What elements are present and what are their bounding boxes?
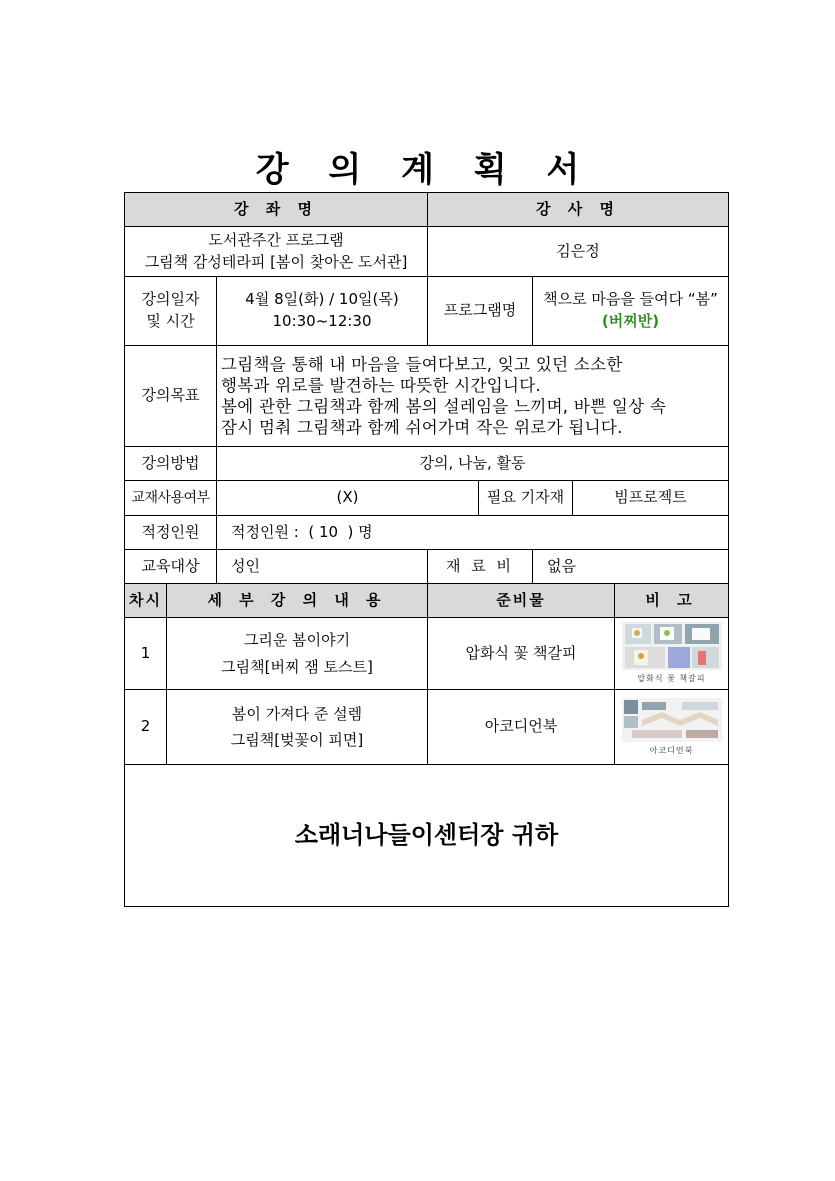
note-header: 비 고: [615, 584, 728, 618]
course-name-cell: [125, 227, 428, 277]
target-value: 성인: [217, 550, 428, 584]
session-1-line1: 그리운 봄이야기: [243, 631, 351, 650]
session-2-number: 2: [125, 690, 167, 765]
method-value: 강의, 나눔, 활동: [217, 447, 728, 481]
bookmark-photo: [622, 622, 722, 670]
schedule-time: 10:30~12:30: [272, 312, 372, 330]
program-name-value: [533, 277, 728, 346]
document-title: 강 의 계 획 서: [255, 150, 594, 190]
target-label: 교육대상: [125, 550, 217, 584]
session-1-prep: 압화식 꽃 책갈피: [428, 618, 615, 690]
lecture-plan-table: [124, 192, 729, 907]
schedule-label-line2: 및 시간: [146, 312, 195, 330]
textbook-label: 교재사용여부: [125, 481, 217, 516]
session-1-number: 1: [125, 618, 167, 690]
goal-line2: 행복과 위로를 발견하는 따뜻한 시간입니다.: [221, 375, 542, 395]
schedule-value: [217, 277, 428, 346]
equipment-value: 빔프로젝트: [573, 481, 728, 516]
instructor-header: 강 사 명: [428, 193, 728, 227]
session-2-prep: 아코디언북: [428, 690, 615, 765]
goal-line1: 그림책을 통해 내 마음을 들여다보고, 잊고 있던 소소한: [221, 354, 623, 374]
course-name-header: 강 좌 명: [125, 193, 428, 227]
schedule-label: [125, 277, 217, 346]
program-class: (버찌반): [601, 312, 660, 330]
method-label: 강의방법: [125, 447, 217, 481]
goal-line4: 잠시 멈춰 그림책과 함께 쉬어가며 작은 위로가 됩니다.: [221, 418, 623, 438]
schedule-date: 4월 8일(화) / 10일(목): [245, 290, 399, 309]
textbook-value: (X): [217, 481, 479, 516]
program-name: 책으로 마음을 들여다 “봄”: [543, 290, 718, 309]
goal-text: [217, 346, 728, 447]
session-2-content: [167, 690, 428, 765]
equipment-label: 필요 기자재: [479, 481, 573, 516]
session-2-line1: 봄이 가져다 준 설렘: [231, 704, 363, 723]
recipient-text: 소래너나들이센터장 귀하: [294, 821, 559, 850]
schedule-label-line1: 강의일자: [141, 290, 200, 309]
instructor-name: 김은정: [428, 227, 728, 277]
session-1-content: [167, 618, 428, 690]
fee-label: 재 료 비: [428, 550, 533, 584]
session-2-note: [615, 690, 728, 765]
goal-line3: 봄에 관한 그림책과 함께 봄의 설레임을 느끼며, 바쁜 일상 속: [221, 397, 667, 416]
prep-header: 준비물: [428, 584, 615, 618]
goal-label: 강의목표: [125, 346, 217, 447]
session-1-photo-caption: 압화식 꽃 책갈피: [637, 674, 706, 684]
course-name-line1: 도서관주간 프로그램: [208, 230, 344, 249]
capacity-value: 적정인원 : ( 10 ) 명: [217, 516, 728, 550]
fee-value: 없음: [533, 550, 728, 584]
program-name-label: 프로그램명: [428, 277, 533, 346]
capacity-label: 적정인원: [125, 516, 217, 550]
session-2-line2: 그림책[벚꽃이 피면]: [230, 731, 364, 749]
course-name-line2: 그림책 감성테라피 [봄이 찾아온 도서관]: [144, 252, 408, 271]
session-1-line2: 그림책[버찌 잼 토스트]: [221, 657, 373, 676]
session-2-photo-caption: 아코디언북: [649, 745, 694, 755]
accordion-book-photo: [622, 698, 722, 742]
session-1-note: [615, 618, 728, 690]
content-header: 세 부 강 의 내 용: [167, 584, 428, 618]
session-header: 차시: [125, 584, 167, 618]
